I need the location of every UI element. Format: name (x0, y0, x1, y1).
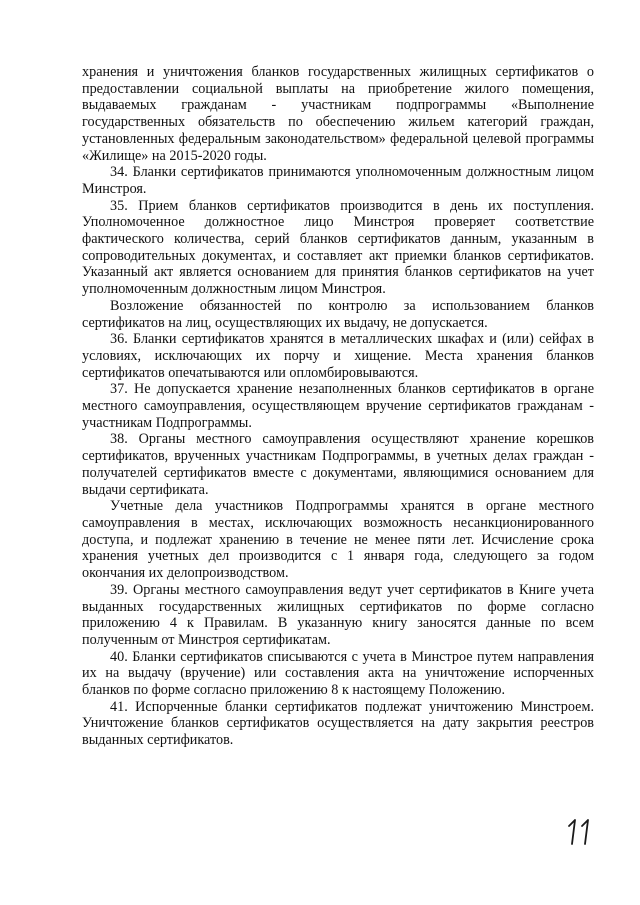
paragraph-36: 36. Бланки сертификатов хранятся в металлических шкафах и (или) сейфах в условиях, исключающих их порчу и хищение. Места хранения бланков сертификатов опечатываются или опломбировываются. (82, 331, 594, 381)
paragraph-38-continued: Учетные дела участников Подпрограммы хранятся в органе местного самоуправления в местах, исключающих возможность несанкционированного доступа, и подлежат хранению в течение не менее пяти лет. Исчисление срока хранения учетных дел производится с 1 января года, следующего за годом окончания их делопроизводством. (82, 498, 594, 582)
paragraph-35: 35. Прием бланков сертификатов производится в день их поступления. Уполномоченное должностное лицо Минстроя проверяет соответствие фактического количества, серий бланков сертификатов данным, указанным в сопроводительных документах, и составляет акт приемки бланков сертификатов. Указанный акт является основанием для принятия бланков сертификатов на учет уполномоченным должностным лицом Минстроя. (82, 197, 594, 298)
document-body (82, 64, 594, 749)
handwritten-page-number (560, 812, 600, 852)
paragraph-37: 37. Не допускается хранение незаполненных бланков сертификатов в органе местного самоуправления, осуществляющем вручение сертификатов гражданам - участникам Подпрограммы. (82, 381, 594, 431)
paragraph-continuation: хранения и уничтожения бланков государственных жилищных сертификатов о предоставлении социальной выплаты на приобретение жилого помещения, выдаваемых гражданам - участникам подпрограммы «Выполнение государственных обязательств по обеспечению жильем категорий граждан, установленных федеральным законодательством» федеральной целевой программы «Жилище» на 2015-2020 годы. (82, 64, 594, 164)
paragraph-41: 41. Испорченные бланки сертификатов подлежат уничтожению Минстроем. Уничтожение бланков сертификатов осуществляется на дату закрытия реестров выданных сертификатов. (82, 698, 594, 749)
handwritten-page-number-mark (560, 812, 600, 852)
paragraph-34: 34. Бланки сертификатов принимаются уполномоченным должностным лицом Минстроя. (82, 164, 594, 197)
paragraph-39: 39. Органы местного самоуправления ведут учет сертификатов в Книге учета выданных государственных жилищных сертификатов по форме согласно приложению 4 к Правилам. В указанную книгу заносятся данные по всем полученным от Минстроя сертификатам. (82, 581, 594, 648)
paragraph-40: 40. Бланки сертификатов списываются с учета в Минстрое путем направления их на выдачу (вручение) или составления акта на уничтожение испорченных бланков по форме согласно приложению 8 к настоящему Положению. (82, 648, 594, 699)
paragraph-35-continued: Возложение обязанностей по контролю за использованием бланков сертификатов на лиц, осуществляющих их выдачу, не допускается. (82, 297, 594, 331)
paragraph-38: 38. Органы местного самоуправления осуществляют хранение корешков сертификатов, врученных участникам Подпрограммы, в учетных делах граждан - получателей сертификатов вместе с документами, являющимися основанием для выдачи сертификата. (82, 431, 594, 498)
